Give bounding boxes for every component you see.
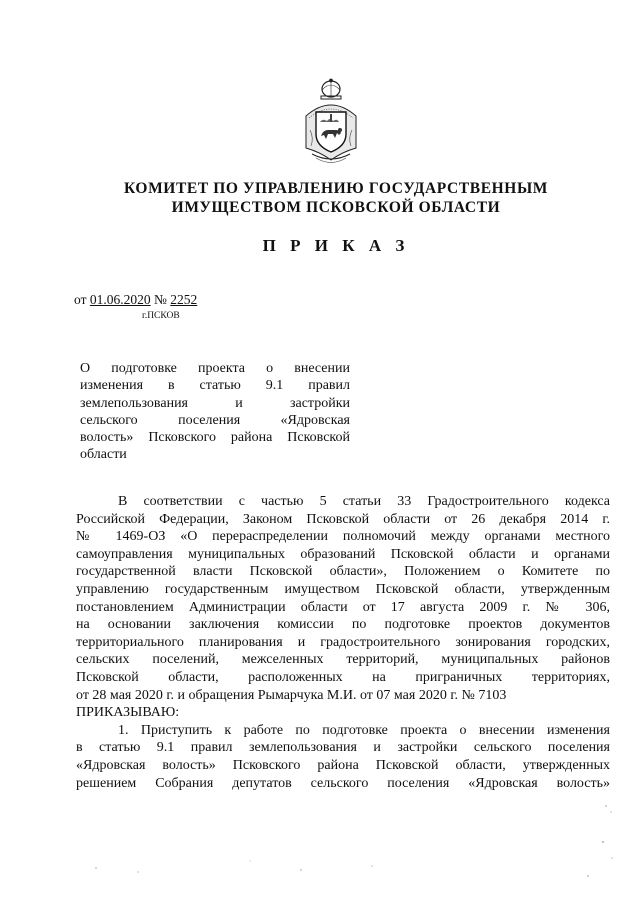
subject-line: землепользования и застройки	[80, 395, 350, 411]
order-number-sign: №	[153, 292, 167, 307]
preamble-line: № 1469-ОЗ «О перераспределении полномочий между органами местного	[76, 529, 610, 545]
preamble-line: от 28 мая 2020 г. и обращения Рымарчука М.И. от 07 мая 2020 г. № 7103	[76, 687, 507, 703]
preamble-line: управлению государственным имуществом Псковской области, утвержденным	[76, 581, 610, 597]
organization-line: ИМУЩЕСТВОМ ПСКОВСКОЙ ОБЛАСТИ	[171, 199, 501, 216]
preamble-line: территориального планирования и градостроительного зонирования городских,	[76, 634, 610, 650]
item-line: 1. Приступить к работе по подготовке проекта о внесении изменения	[118, 722, 610, 738]
preamble-line: на основании заключения комиссии по подготовке проектов документов	[76, 617, 610, 633]
order-date-number	[74, 292, 197, 308]
subject-line: О подготовке проекта о внесении	[80, 361, 350, 376]
order-number: 2252	[170, 292, 198, 307]
city-label: г.ПСКОВ	[142, 311, 180, 321]
item-line: «Ядровская волость» Псковского района Псковской области, утвержденных	[76, 757, 610, 773]
order-prefix: от	[74, 292, 87, 307]
order-date: 01.06.2020	[89, 292, 151, 307]
order-subject	[80, 360, 350, 464]
item-line: решением Собрания депутатов сельского поселения «Ядровская волость»	[76, 775, 610, 791]
subject-line: сельского поселения «Ядровская	[80, 412, 350, 428]
order-title: П Р И К А З	[262, 236, 410, 255]
organization-name	[70, 179, 602, 217]
preamble-line: В соответствии с частью 5 статьи 33 Градостроительного кодекса	[118, 494, 610, 509]
item-line: в статью 9.1 правил землепользования и застройки сельского поселения	[76, 740, 610, 756]
preamble-line: Псковской области, расположенных на приграничных территориях,	[76, 669, 610, 685]
preamble-line: самоуправления муниципальных образований Псковской области и органами	[76, 546, 610, 562]
subject-line: изменения в статью 9.1 правил	[80, 378, 350, 394]
subject-line: волость» Псковского района Псковской	[80, 430, 350, 446]
coat-of-arms-icon	[302, 78, 360, 168]
preamble-line: Российской Федерации, Законом Псковской области от 26 декабря 2014 г.	[76, 511, 610, 527]
order-word: ПРИКАЗЫВАЮ:	[76, 705, 180, 721]
organization-line: КОМИТЕТ ПО УПРАВЛЕНИЮ ГОСУДАРСТВЕННЫМ	[123, 180, 549, 197]
order-body	[76, 493, 610, 792]
subject-line: области	[80, 447, 127, 463]
preamble-line: сельских поселений, межселенных территорий, муниципальных районов	[76, 652, 610, 668]
preamble-line: государственной власти Псковской области», Положением о Комитете по	[76, 564, 610, 580]
preamble-line: постановлением Администрации области от 17 августа 2009 г. № 306,	[76, 599, 610, 615]
